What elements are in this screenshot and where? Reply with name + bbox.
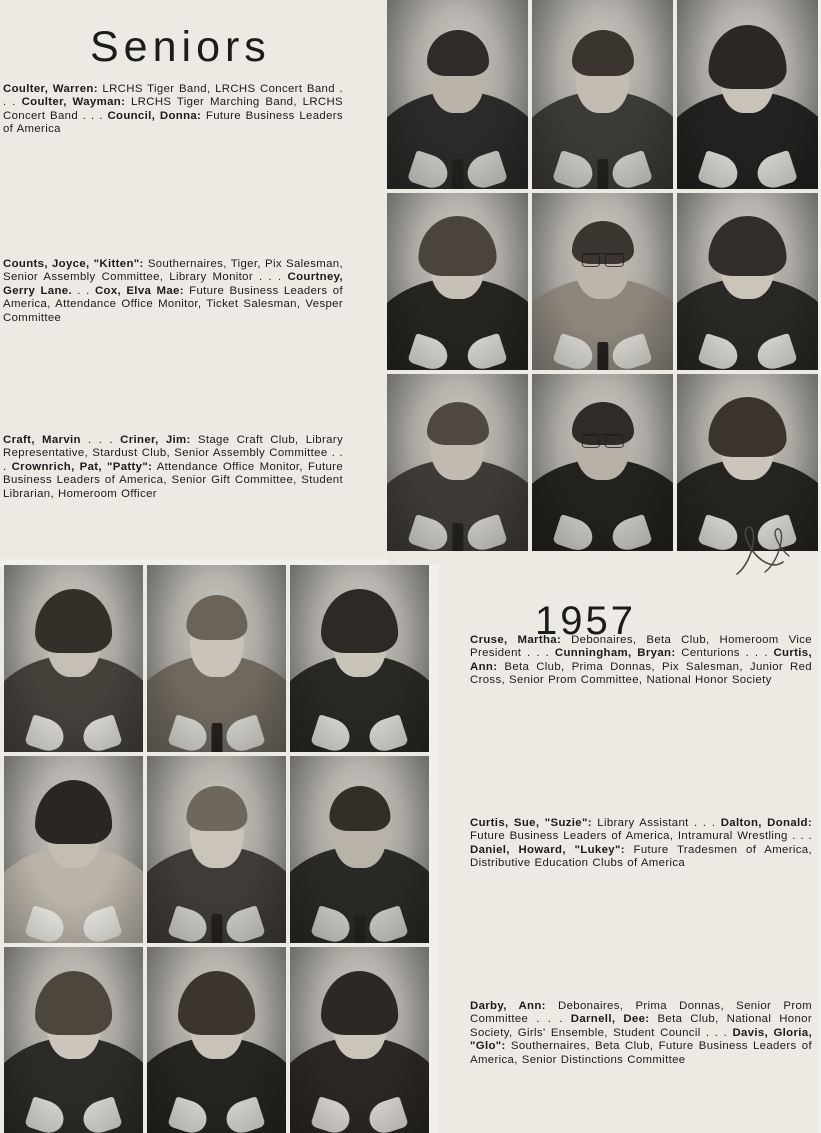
- senior-listing-block-1: Coulter, Warren: LRCHS Tiger Band, LRCHS Concert Band . . . Coulter, Wayman: LRCHS Tiger Marching Band, LRCHS Concert Band . . . Council, Donna: Future Business Leaders of America: [3, 83, 344, 136]
- page-title-seniors: Seniors: [90, 22, 271, 71]
- portrait-photo: [290, 756, 429, 943]
- page-title-year: 1957: [535, 598, 636, 643]
- photo-vignette: [290, 565, 429, 752]
- photo-vignette: [387, 0, 528, 189]
- portrait-photo: [532, 374, 673, 551]
- portrait-photo: [532, 193, 673, 370]
- photo-vignette: [532, 374, 673, 551]
- photo-vignette: [677, 193, 818, 370]
- portrait-photo: [147, 756, 286, 943]
- senior-listing-block-5: Curtis, Sue, "Suzie": Library Assistant . . . Dalton, Donald: Future Business Leaders of America, Intramural Wrestling . . . Daniel, Howard, "Lukey": Future Tradesmen of America, Distributive Education Clubs of America: [470, 817, 813, 870]
- photo-vignette: [4, 756, 143, 943]
- portrait-photo: [387, 374, 528, 551]
- photo-vignette: [147, 947, 286, 1133]
- portrait-photo: [147, 565, 286, 752]
- portrait-photo: [532, 0, 673, 189]
- photo-vignette: [290, 947, 429, 1133]
- senior-listing-block-6: Darby, Ann: Debonaires, Prima Donnas, Senior Prom Committee . . . Darnell, Dee: Beta Club, National Honor Society, Girls' Ensemble, Student Council . . . Davis, Gloria, "Glo": Southernaires, Beta Club, Future Business Leaders of America, Senior Distinctions Committee: [470, 1000, 812, 1066]
- portrait-grid-top: [387, 0, 818, 551]
- portrait-photo: [147, 947, 286, 1133]
- portrait-photo: [290, 565, 429, 752]
- portrait-photo: [4, 756, 143, 943]
- photo-vignette: [147, 756, 286, 943]
- photo-vignette: [532, 0, 673, 189]
- portrait-photo: [677, 0, 818, 189]
- photo-vignette: [387, 374, 528, 551]
- photo-vignette: [532, 193, 673, 370]
- portrait-photo: [387, 0, 528, 189]
- photo-vignette: [677, 374, 818, 551]
- photo-vignette: [387, 193, 528, 370]
- photo-vignette: [4, 947, 143, 1133]
- senior-listing-block-3: Craft, Marvin . . . Criner, Jim: Stage Craft Club, Library Representative, Stardust Club, Senior Assembly Committee . . . Crownrich, Pat, "Patty": Attendance Office Monitor, Future Business Leaders of America, Senior Gift Committee, Student Librarian, Homeroom Officer: [3, 434, 344, 500]
- photo-vignette: [147, 565, 286, 752]
- portrait-grid-bottom: [4, 565, 429, 1133]
- senior-listing-block-4: Cruse, Martha: Debonaires, Beta Club, Homeroom Vice President . . . Cunningham, Bryan: Centurions . . . Curtis, Ann: Beta Club, Prima Donnas, Pix Salesman, Junior Red Cross, Senior Prom Committee, National Honor Society: [470, 634, 813, 687]
- page-gutter-vertical: [429, 565, 439, 1133]
- portrait-photo: [677, 374, 818, 551]
- senior-listing-block-2: Counts, Joyce, "Kitten": Southernaires, Tiger, Pix Salesman, Senior Assembly Committee, Library Monitor . . . Courtney, Gerry Lane. . . Cox, Elva Mae: Future Business Leaders of America, Attendance Office Monitor, Ticket Salesman, Vesper Committee: [3, 258, 343, 324]
- portrait-photo: [4, 947, 143, 1133]
- portrait-photo: [677, 193, 818, 370]
- portrait-photo: [4, 565, 143, 752]
- portrait-photo: [387, 193, 528, 370]
- portrait-photo: [290, 947, 429, 1133]
- photo-vignette: [4, 565, 143, 752]
- photo-vignette: [290, 756, 429, 943]
- photo-vignette: [677, 0, 818, 189]
